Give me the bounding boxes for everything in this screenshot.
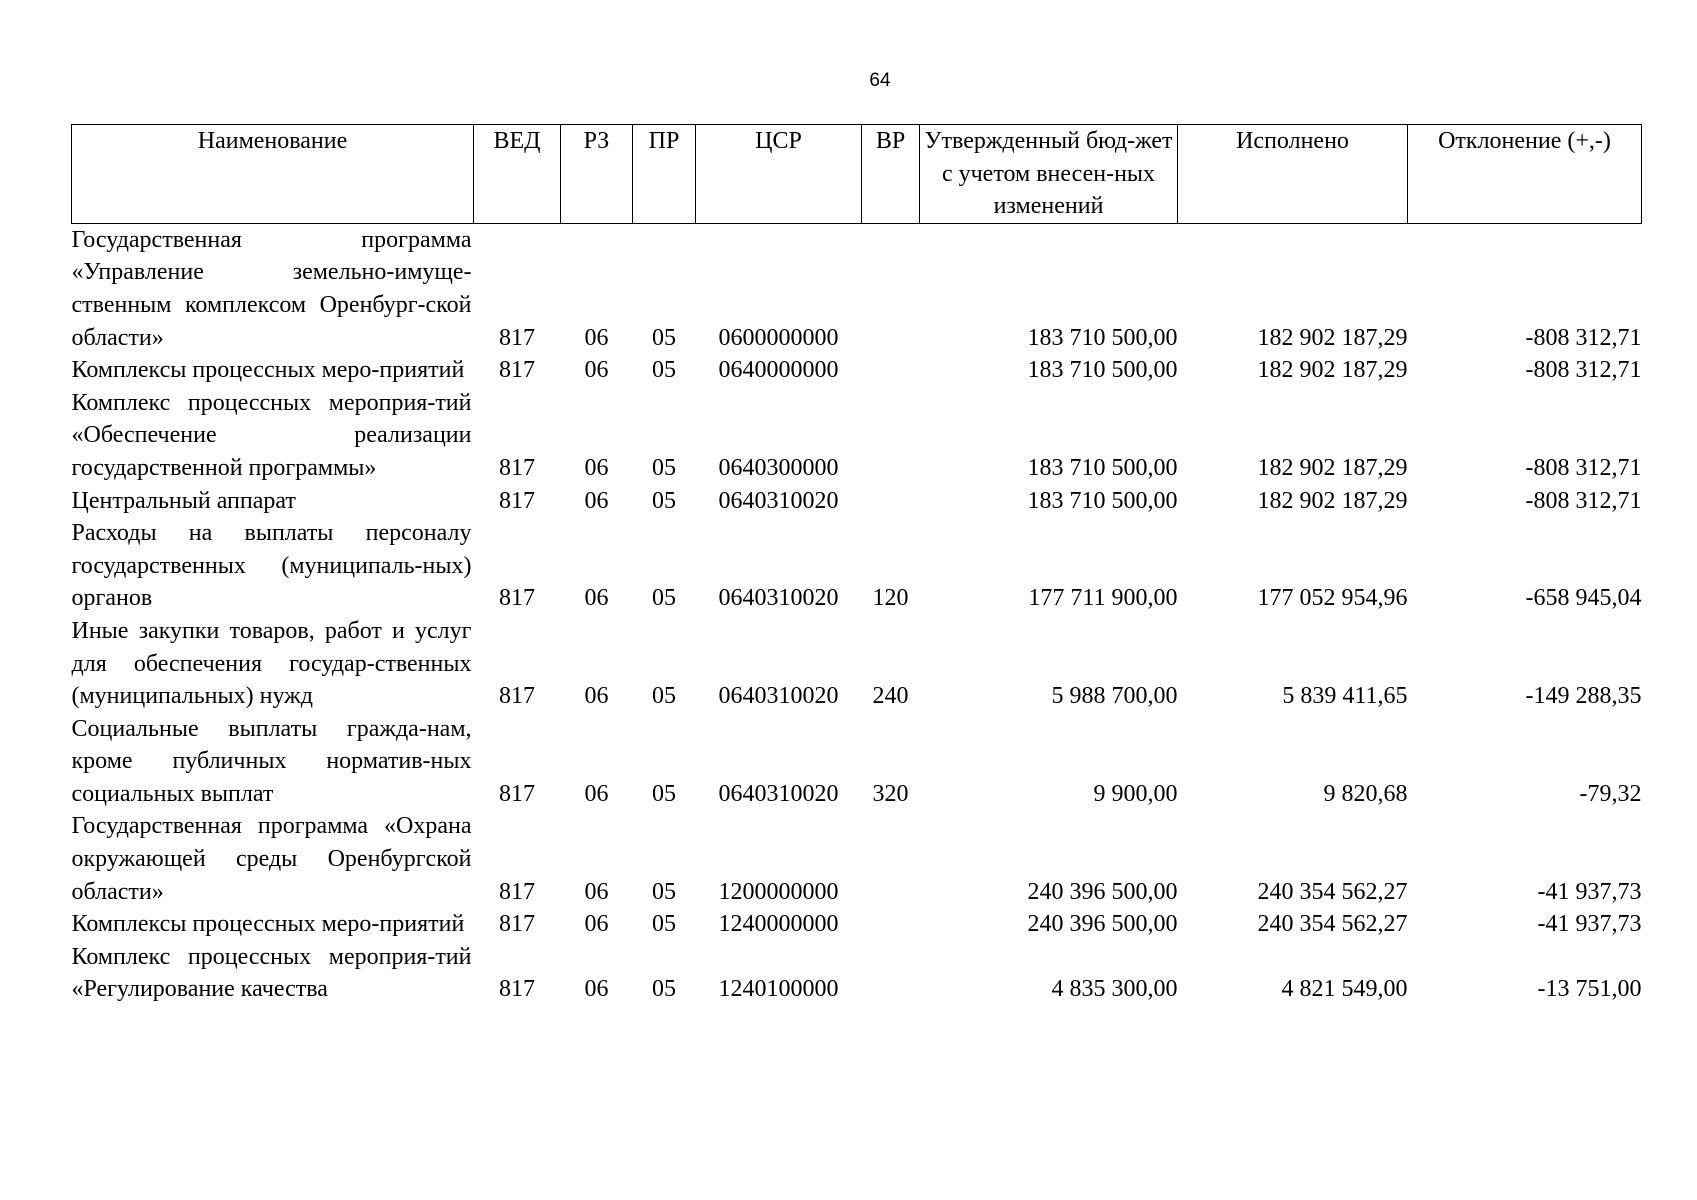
row-approved-budget: 183 710 500,00 [1027,357,1178,384]
row-deviation: -79,32 [1579,780,1642,807]
row-ved: 817 [499,976,535,1003]
row-approved-budget: 9 900,00 [1093,780,1178,807]
header-csr: ЦСР [696,125,862,224]
row-approved-budget: 177 711 900,00 [1028,585,1178,612]
row-approved-budget: 183 710 500,00 [1027,324,1178,351]
row-csr: 0640310020 [718,585,839,612]
row-ved: 817 [499,780,535,807]
row-pr: 05 [652,454,676,481]
table-row [72,485,1642,518]
row-pr: 05 [652,683,676,710]
row-ved: 817 [499,487,535,514]
row-csr: 0640310020 [718,780,839,807]
row-deviation: -808 312,71 [1525,357,1642,384]
row-vr [862,354,920,387]
table-row [72,908,1642,941]
row-deviation: -808 312,71 [1525,487,1642,514]
header-deviation: Отклонение (+,-) [1408,125,1642,224]
row-ved: 817 [499,585,535,612]
row-pr: 05 [652,780,676,807]
row-ved: 817 [499,911,535,938]
row-pr: 05 [652,357,676,384]
row-executed: 240 354 562,27 [1257,878,1408,905]
row-ved: 817 [499,683,535,710]
row-csr: 0640000000 [718,357,839,384]
row-name: Комплексы процессных меро-приятий [71,357,465,384]
table-row [72,354,1642,387]
row-pr: 05 [652,585,676,612]
row-rz: 06 [584,585,609,612]
page-number: 64 [869,70,891,91]
row-approved-budget: 183 710 500,00 [1027,487,1178,514]
row-rz: 06 [584,911,609,938]
row-rz: 06 [584,878,609,905]
row-pr: 05 [652,487,676,514]
row-executed: 240 354 562,27 [1257,911,1408,938]
row-name: Государственная программа «Управление земельно-имуще-ственным комплексом Оренбург-ской области» [71,226,472,351]
row-pr: 05 [652,878,676,905]
row-deviation: -658 945,04 [1525,585,1642,612]
row-rz: 06 [584,976,609,1003]
row-deviation: -41 937,73 [1537,911,1642,938]
row-ved: 817 [499,878,535,905]
row-csr: 0640310020 [718,487,839,514]
row-vr [862,223,920,354]
row-name: Иные закупки товаров, работ и услуг для обеспечения государ-ственных (муниципальных) нужд [71,617,472,710]
row-rz: 06 [584,324,609,351]
row-approved-budget: 240 396 500,00 [1027,878,1178,905]
row-csr: 0640300000 [718,454,839,481]
row-ved: 817 [499,454,535,481]
header-approved-budget: Утвержденный бюд-жет с учетом внесен-ных изменений [920,125,1178,224]
row-name: Государственная программа «Охрана окружающей среды Оренбургской области» [71,813,472,905]
row-rz: 06 [584,454,609,481]
row-name: Социальные выплаты гражда-нам, кроме публичных норматив-ных социальных выплат [71,715,472,807]
row-deviation: -808 312,71 [1525,324,1642,351]
row-executed: 182 902 187,29 [1257,357,1408,384]
row-name: Комплекс процессных мероприя-тий «Регулирование качества [71,943,472,1003]
row-executed: 182 902 187,29 [1257,324,1408,351]
row-approved-budget: 240 396 500,00 [1027,911,1178,938]
row-pr: 05 [652,324,676,351]
row-executed: 5 839 411,65 [1282,683,1408,710]
table-row [72,387,1642,485]
row-executed: 182 902 187,29 [1257,454,1408,481]
row-csr: 1240100000 [718,976,839,1003]
row-executed: 182 902 187,29 [1257,487,1408,514]
row-pr: 05 [652,911,676,938]
row-csr: 0600000000 [718,324,839,351]
row-csr: 0640310020 [718,683,839,710]
row-rz: 06 [584,487,609,514]
row-csr: 1240000000 [718,911,839,938]
row-vr [862,908,920,941]
row-rz: 06 [584,357,609,384]
row-vr [862,387,920,485]
header-executed: Исполнено [1178,125,1408,224]
table-row [72,713,1642,811]
row-vr: 320 [872,780,909,807]
header-rz: РЗ [561,125,633,224]
row-pr: 05 [652,976,676,1003]
table-row [72,810,1642,908]
row-ved: 817 [499,357,535,384]
row-ved: 817 [499,324,535,351]
header-ved: ВЕД [474,125,561,224]
table-header-row [72,125,1642,224]
header-name: Наименование [72,125,474,224]
row-rz: 06 [584,683,609,710]
row-executed: 9 820,68 [1323,780,1408,807]
row-vr: 240 [872,683,909,710]
row-deviation: -13 751,00 [1537,976,1642,1003]
budget-execution-table [71,124,1642,1006]
row-deviation: -149 288,35 [1525,683,1642,710]
row-vr [862,485,920,518]
table-row [72,615,1642,713]
row-vr: 120 [872,585,909,612]
row-deviation: -41 937,73 [1537,878,1642,905]
table-row [72,223,1642,354]
table-row [72,941,1642,1006]
row-executed: 4 821 549,00 [1281,976,1408,1003]
table-body [72,223,1642,1006]
table-row [72,517,1642,615]
row-name: Центральный аппарат [71,487,296,514]
row-approved-budget: 4 835 300,00 [1051,976,1178,1003]
row-approved-budget: 5 988 700,00 [1051,683,1178,710]
row-name: Расходы на выплаты персоналу государственных (муниципаль-ных) органов [71,520,472,612]
row-name: Комплекс процессных мероприя-тий «Обеспечение реализации государственной программы» [71,389,472,481]
row-approved-budget: 183 710 500,00 [1027,454,1178,481]
row-vr [862,810,920,908]
header-pr: ПР [633,125,696,224]
row-deviation: -808 312,71 [1525,454,1642,481]
row-vr [862,941,920,1006]
row-rz: 06 [584,780,609,807]
row-name: Комплексы процессных меро-приятий [71,911,465,938]
row-executed: 177 052 954,96 [1257,585,1408,612]
row-csr: 1200000000 [718,878,839,905]
header-vr: ВР [862,125,920,224]
